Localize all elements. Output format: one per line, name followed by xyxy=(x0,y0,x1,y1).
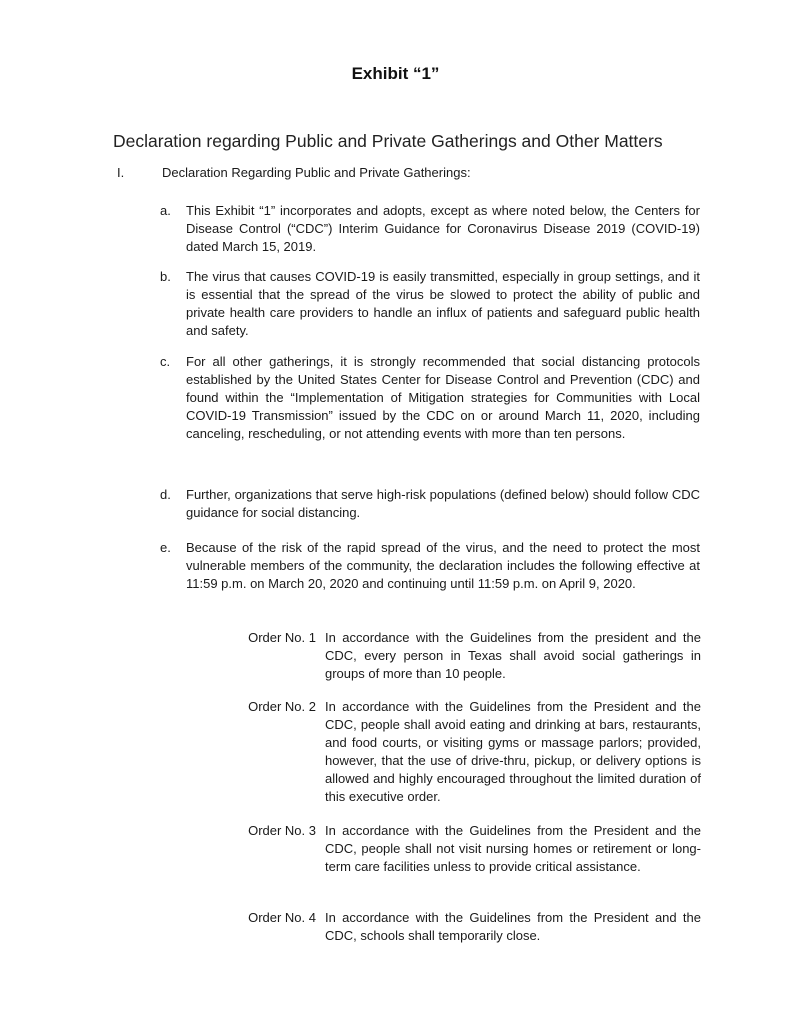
item-text: This Exhibit “1” incorporates and adopts, except as where noted below, the Centers for Disease Control (“CDC”) Interim Guidance for Coronavirus Disease 2019 (COVID-19) dated March 15, 2019. xyxy=(186,203,700,254)
list-item-e xyxy=(160,539,700,593)
order-label: Order No. 3 xyxy=(248,823,316,838)
list-item-a xyxy=(160,202,700,256)
order-row-3 xyxy=(216,822,701,876)
item-letter: a. xyxy=(160,203,171,218)
item-letter: e. xyxy=(160,540,171,555)
item-text: Further, organizations that serve high-risk populations (defined below) should follow CDC guidance for social distancing. xyxy=(186,487,700,520)
item-letter: c. xyxy=(160,354,171,369)
order-label: Order No. 4 xyxy=(248,910,316,925)
item-text: The virus that causes COVID-19 is easily transmitted, especially in group settings, and it is essential that the spread of the virus be slowed to protect the ability of public and private health care providers to handle an influx of patients and safeguard public health and safety. xyxy=(186,269,700,338)
item-letter: d. xyxy=(160,487,171,502)
section-number: I. xyxy=(117,165,125,180)
item-letter: b. xyxy=(160,269,171,284)
list-item-b xyxy=(160,268,700,340)
order-text: In accordance with the Guidelines from the president and the CDC, every person in Texas shall avoid social gatherings in groups of more than 10 people. xyxy=(325,630,701,681)
order-text: In accordance with the Guidelines from the President and the CDC, people shall not visit nursing homes or retirement or long-term care facilities unless to provide critical assistance. xyxy=(325,823,701,874)
order-label: Order No. 2 xyxy=(248,699,316,714)
item-text: For all other gatherings, it is strongly recommended that social distancing protocols established by the United States Center for Disease Control and Prevention (CDC) and found within the “Implementation of Mitigation strategies for Communities with Local COVID-19 Transmission” issued by the CDC on or around March 11, 2020, including canceling, rescheduling, or not attending events with more than ten persons. xyxy=(186,354,700,441)
list-item-c xyxy=(160,353,700,443)
list-item-d xyxy=(160,486,700,522)
order-row-2 xyxy=(216,698,701,806)
order-row-4 xyxy=(216,909,701,945)
section-title: Declaration Regarding Public and Private Gatherings: xyxy=(162,165,471,180)
order-text: In accordance with the Guidelines from the President and the CDC, schools shall temporarily close. xyxy=(325,910,701,943)
order-text: In accordance with the Guidelines from the President and the CDC, people shall avoid eating and drinking at bars, restaurants, and food courts, or visiting gyms or massage parlors; provided, however, that the use of drive-thru, pickup, or delivery options is allowed and highly encouraged throughout the limited duration of this executive order. xyxy=(325,699,701,804)
order-label: Order No. 1 xyxy=(248,630,316,645)
exhibit-title: Exhibit “1” xyxy=(351,64,440,83)
item-text: Because of the risk of the rapid spread of the virus, and the need to protect the most vulnerable members of the community, the declaration includes the following effective at 11:59 p.m. on March 20, 2020 and continuing until 11:59 p.m. on April 9, 2020. xyxy=(186,540,700,591)
order-row-1 xyxy=(216,629,701,683)
declaration-heading: Declaration regarding Public and Private Gatherings and Other Matters xyxy=(113,131,663,151)
